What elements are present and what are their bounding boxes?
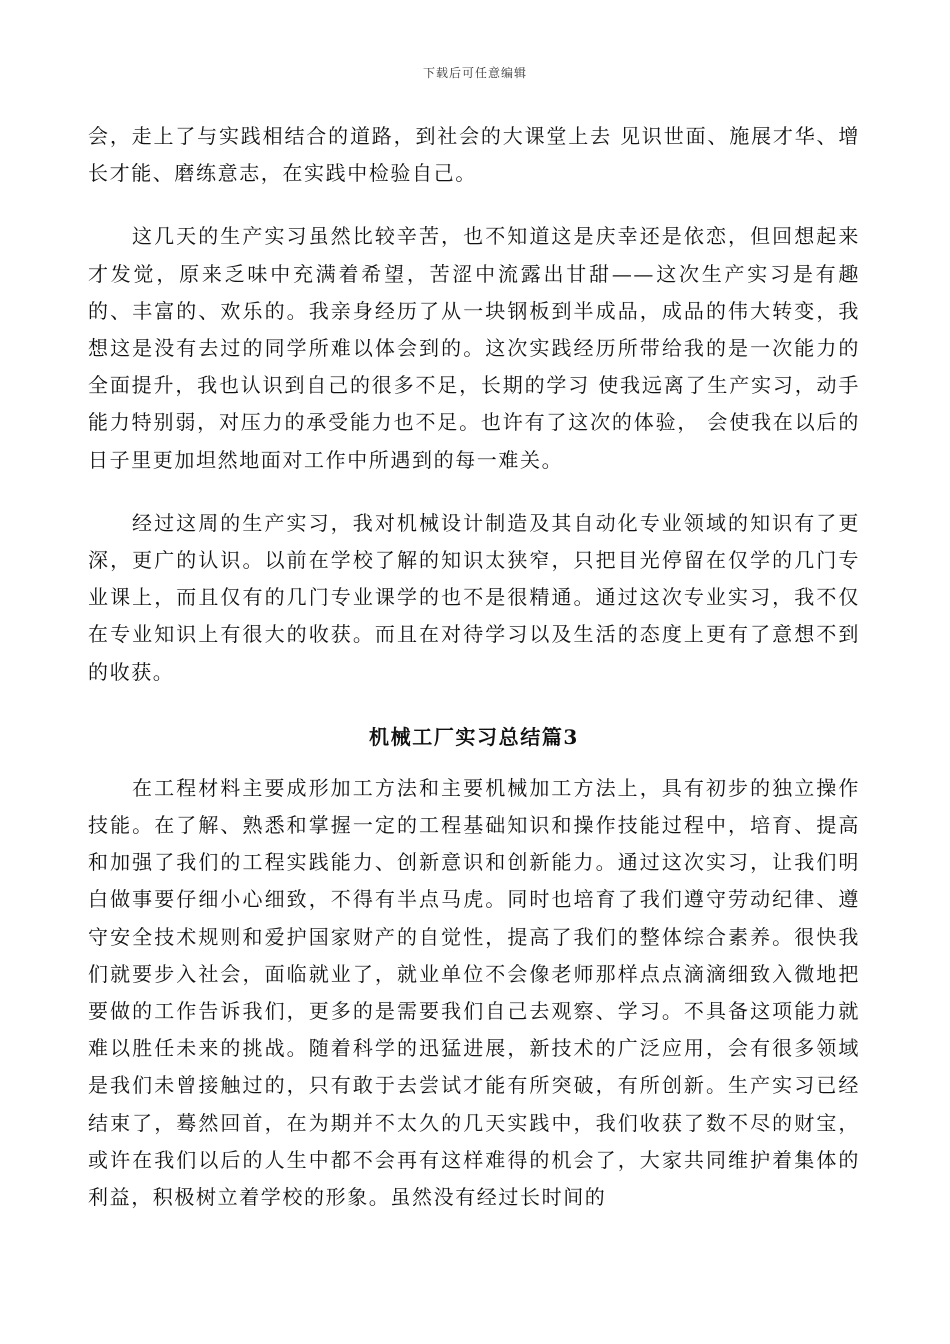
document-body — [88, 118, 860, 1216]
header-note: 下载后可任意编辑 — [422, 66, 527, 80]
paragraph-continuation: 会，走上了与实践相结合的道路，到社会的大课堂上去 见识世面、施展才华、增长才能、磨练意志，在实践中检验自己。 — [88, 124, 860, 186]
section-title: 机械工厂实习总结篇3 — [369, 724, 579, 749]
paragraph-knowledge-gain: 经过这周的生产实习，我对机械设计制造及其自动化专业领域的知识有了更深，更广的认识。以前在学校了解的知识太狭窄，只把目光停留在仅学的几门专业课上，而且仅有的几门专业课学的也不是很精通。通过这次专业实习，我不仅在专业知识上有很大的收获。而且在对待学习以及生活的态度上更有了意想不到的收获。 — [88, 510, 860, 684]
paragraph-section-body: 在工程材料主要成形加工方法和主要机械加工方法上，具有初步的独立操作技能。在了解、熟悉和掌握一定的工程基础知识和操作技能过程中，培育、提高和加强了我们的工程实践能力、创新意识和创新能力。通过这次实习，让我们明白做事要仔细小心细致，不得有半点马虎。同时也培育了我们遵守劳动纪律、遵守安全技术规则和爱护国家财产的自觉性，提高了我们的整体综合素养。很快我们就要步入社会，面临就业了，就业单位不会像老师那样点点滴滴细致入微地把要做的工作告诉我们，更多的是需要我们自己去观察、学习。不具备这项能力就难以胜任未来的挑战。随着科学的迅猛进展，新技术的广泛应用，会有很多领域是我们未曾接触过的，只有敢于去尝试才能有所突破，有所创新。生产实习已经结束了，蓦然回首，在为期并不太久的几天实践中，我们收获了数不尽的财宝，或许在我们以后的人生中都不会再有这样难得的机会了，大家共同维护着集体的利益，积极树立着学校的形象。虽然没有经过长时间的 — [88, 775, 860, 1210]
paragraph-production-internship: 这几天的生产实习虽然比较辛苦，也不知道这是庆幸还是依恋，但回想起来才发觉，原来乏味中充满着希望，苦涩中流露出甘甜——这次生产实习是有趣的、丰富的、欢乐的。我亲身经历了从一块钢板到半成品，成品的伟大转变，我想这是没有去过的同学所难以体会到的。这次实践经历所带给我的是一次能力的全面提升，我也认识到自己的很多不足，长期的学习 使我远离了生产实习，动手能力特别弱，对压力的承受能力也不足。也许有了这次的体验， 会使我在以后的日子里更加坦然地面对工作中所遇到的每一难关。 — [88, 224, 860, 472]
